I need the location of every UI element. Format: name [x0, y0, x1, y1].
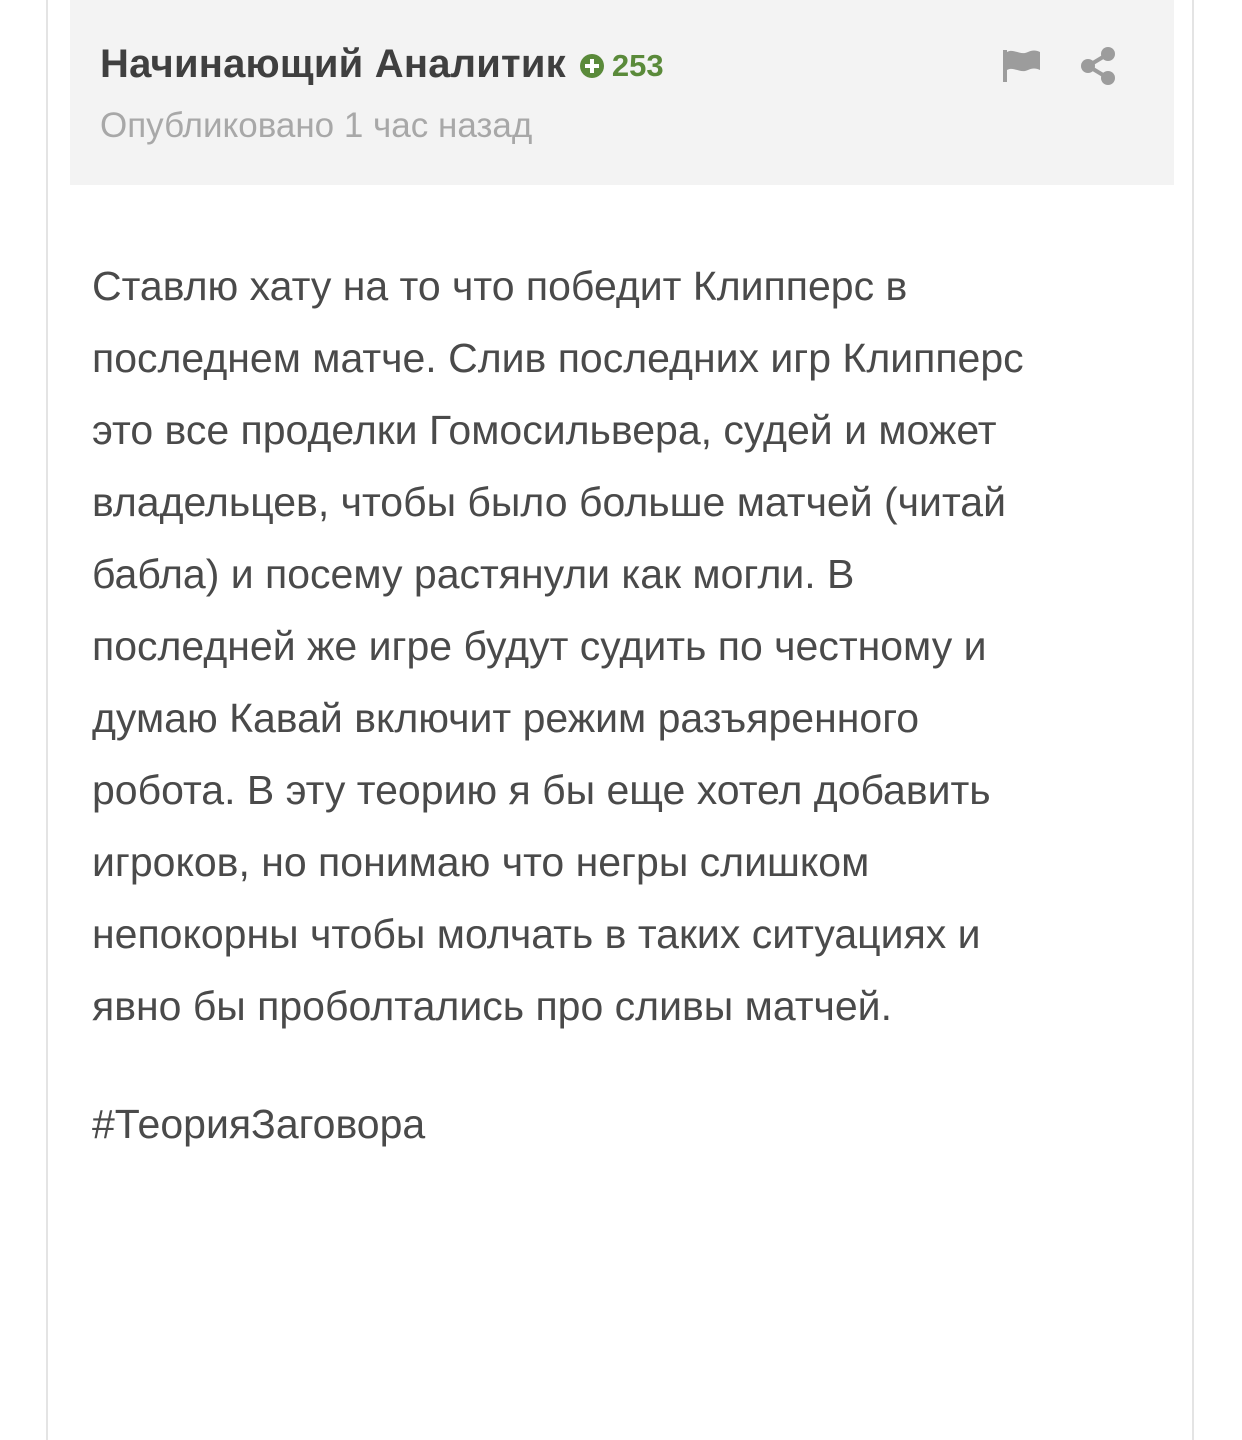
author-row: [100, 38, 664, 90]
post-text: [92, 250, 1152, 1042]
report-button[interactable]: [1000, 44, 1044, 88]
author-name[interactable]: Начинающий Аналитик: [100, 41, 566, 86]
post-body: [92, 250, 1152, 1042]
post-text-line: Ставлю хату на то что победит Клипперс в: [92, 263, 908, 309]
post-text-line: игроков, но понимаю что негры слишком: [92, 839, 870, 885]
post-text-line: непокорны чтобы молчать в таких ситуациях и: [92, 911, 981, 957]
post-text-line: владельцев, чтобы было больше матчей (читай: [92, 479, 1006, 525]
hashtag-link[interactable]: #ТеорияЗаговора: [92, 1101, 426, 1147]
post-text-line: робота. В эту теорию я бы еще хотел добавить: [92, 767, 991, 813]
post-card: [46, 0, 1194, 1440]
post-text-line: бабла) и посему растянули как могли. В: [92, 551, 855, 597]
share-icon: [1076, 44, 1120, 88]
post-text-line: это все проделки Гомосильвера, судей и может: [92, 407, 997, 453]
post-header: [70, 0, 1174, 185]
flag-icon: [1000, 44, 1044, 88]
published-time: Опубликовано 1 час назад: [100, 106, 533, 145]
post-text-line: думаю Кавай включит режим разъяренного: [92, 695, 920, 741]
post-text-line: явно бы проболтались про сливы матчей.: [92, 983, 892, 1029]
post-text-line: последнем матче. Слив последних игр Клипперс: [92, 335, 1024, 381]
share-button[interactable]: [1076, 44, 1120, 88]
post-text-line: последней же игре будут судить по честному и: [92, 623, 987, 669]
plus-circle-icon: [580, 54, 604, 78]
reputation-badge[interactable]: [580, 48, 664, 84]
reputation-count: 253: [611, 48, 664, 83]
